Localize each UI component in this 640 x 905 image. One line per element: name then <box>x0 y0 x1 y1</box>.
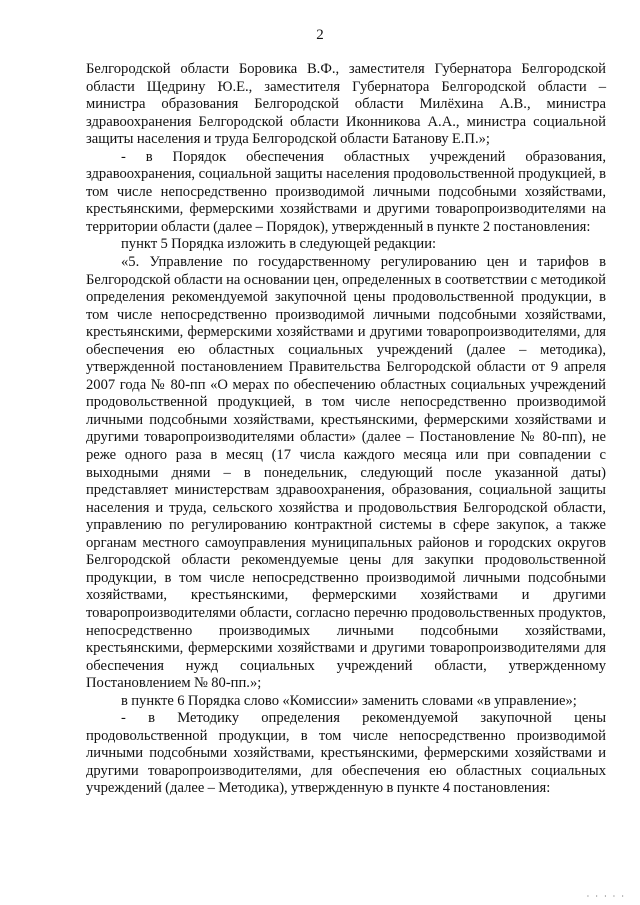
paragraph-metodika-intro: - в Методику определения рекомендуемой закупочной цены продовольственной продукции, в том числе непосредственно производимой личными подсобными хозяйствами, крестьянскими, фермерскими хозяйствами и другими товаропроизводителями, для обеспечения ею областных социальных учреждений (далее – Методика), утвержденную в пункте 4 постановления: <box>86 710 606 797</box>
paragraph-point-6: в пункте 6 Порядка слово «Комиссии» заменить словами «в управление»; <box>121 692 577 709</box>
paragraph-point-5-heading: пункт 5 Порядка изложить в следующей редакции: <box>121 236 437 253</box>
paragraph-signatories: Белгородской области Боровика В.Ф., заместителя Губернатора Белгородской области Щедрину Ю.Е., заместителя Губернатора Белгородской области – министра образования Белгородской области Милёхина А.В., министра здравоохранения Белгородской области Иконникова А.А., министра социальной защиты населения и труда Белгородской области Батанову Е.П.»; <box>86 61 606 148</box>
paragraph-point-5-text: «5. Управление по государственному регулированию цен и тарифов в Белгородской области на основании цен, определенных в соответствии с методикой определения рекомендуемой закупочной цены продовольственной продукции, в том числе непосредственно производимой личными подсобными хозяйствами, крестьянскими, фермерскими хозяйствами и другими товаропроизводителями, для обеспечения ею областных социальных учреждений (далее – методика), утвержденной постановлением Правительства Белгородской области от 9 апреля 2007 года № 80-пп «О мерах по обеспечению областных социальных учреждений продовольственной продукцией, в том числе непосредственно производимой личными подсобными хозяйствами, крестьянскими, фермерскими хозяйствами и другими товаропроизводителями области» (далее – Постановление № 80-пп), не реже одного раза в месяц (17 числа каждого месяца или при совпадении с выходными днями – в понедельник, следующий после указанной даты) представляет министерствам здравоохранения, образования, социальной защиты населения и труда, сельского хозяйства и продовольствия Белгородской области, управлению по регулированию контрактной системы в сфере закупок, а также органам местного самоуправления муниципальных районов и городских округов Белгородской области рекомендуемые цены для закупки продовольственной продукции, в том числе непосредственно производимой личными подсобными хозяйствами, крестьянскими, фермерскими хозяйствами и другими товаропроизводителями области, согласно перечню продовольственных продуктов, непосредственно производимых личными подсобными хозяйствами, крестьянскими, фермерскими хозяйствами и другими товаропроизводителями для обеспечения нужд социальных учреждений области, утвержденному Постановлением № 80-пп.»; <box>86 254 606 692</box>
paragraph-poryadok-intro: - в Порядок обеспечения областных учреждений образования, здравоохранения, социальной защиты населения продовольственной продукцией, в том числе непосредственно производимой личными подсобными хозяйствами, крестьянскими, фермерскими хозяйствами и другими товаропроизводителями на территории области (далее – Порядок), утвержденный в пункте 2 постановления: <box>86 148 606 235</box>
document-body <box>86 61 606 798</box>
page-number: 2 <box>316 27 324 43</box>
scan-artifact: · · · · · <box>586 892 626 901</box>
